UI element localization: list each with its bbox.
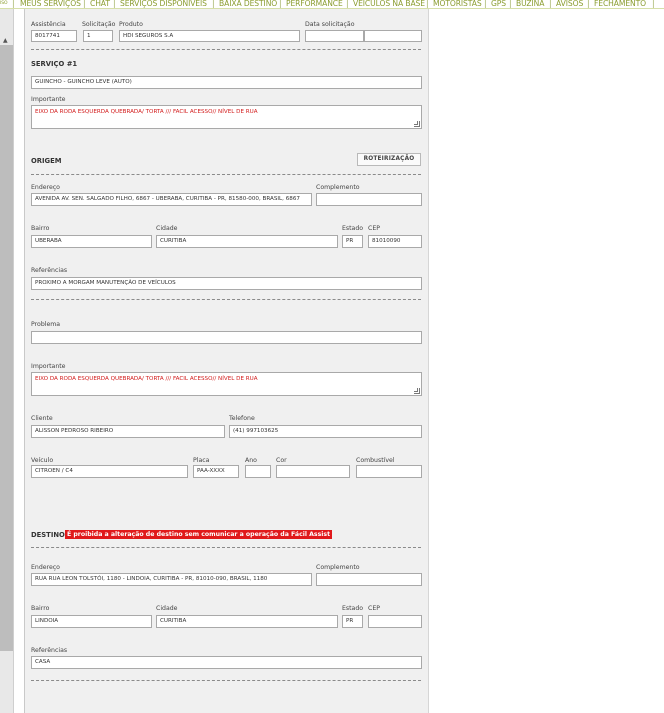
problema-field[interactable] bbox=[31, 331, 422, 344]
servico-tipo-field[interactable]: GUINCHO - GUINCHO LEVE (AUTO) bbox=[31, 76, 422, 89]
origem-title: ORIGEM bbox=[31, 157, 62, 165]
nav-separator: | bbox=[549, 0, 552, 8]
destino-warning-badge: É proibida a alteração de destino sem comunicar a operação da Fácil Assist bbox=[67, 531, 331, 538]
cliente-label: Cliente bbox=[31, 415, 53, 422]
nav-separator: | bbox=[279, 0, 282, 8]
nav-item-veiculos-na-base[interactable]: VEÍCULOS NA BASE bbox=[353, 0, 425, 8]
ano-label: Ano bbox=[245, 457, 257, 464]
section-divider bbox=[31, 299, 421, 300]
origem-cidade-label: Cidade bbox=[156, 225, 178, 232]
destino-endereco-field[interactable]: RUA RUA LEON TOLSTÓI, 1180 - LINDOIA, CURITIBA - PR, 81010-090, BRASIL, 1180 bbox=[31, 573, 312, 586]
nav-item-performance[interactable]: PERFORMANCE bbox=[286, 0, 343, 8]
nav-separator: | bbox=[484, 0, 487, 8]
ano-field[interactable] bbox=[245, 465, 271, 478]
top-nav bbox=[0, 0, 664, 9]
assistencia-field[interactable]: 8017741 bbox=[31, 30, 77, 42]
cliente-field[interactable]: ALISSON PEDROSO RIBEIRO bbox=[31, 425, 225, 438]
veiculo-label: Veículo bbox=[31, 457, 54, 464]
cor-field[interactable] bbox=[276, 465, 350, 478]
origem-bairro-field[interactable]: UBERABA bbox=[31, 235, 152, 248]
nav-separator: | bbox=[587, 0, 590, 8]
section-divider bbox=[31, 680, 421, 681]
origem-cep-field[interactable]: 81010090 bbox=[368, 235, 422, 248]
origem-referencias-field[interactable]: PROXIMO A MORGAM MANUTENÇÃO DE VEÍCULOS bbox=[31, 277, 422, 290]
scrollbar-thumb[interactable] bbox=[0, 45, 13, 651]
origem-endereco-field[interactable]: AVENIDA AV. SEN. SALGADO FILHO, 6867 - UBERABA, CURITIBA - PR, 81580-000, BRASIL, 6867 bbox=[31, 193, 312, 206]
nav-item-gps[interactable]: GPS bbox=[491, 0, 506, 8]
telefone-label: Telefone bbox=[229, 415, 255, 422]
destino-referencias-label: Referências bbox=[31, 647, 68, 654]
produto-label: Produto bbox=[119, 21, 143, 28]
origem-bairro-label: Bairro bbox=[31, 225, 50, 232]
nav-item-servicos-disponiveis[interactable]: SERVIÇOS DISPONÍVEIS bbox=[120, 0, 207, 8]
combustivel-field[interactable] bbox=[356, 465, 422, 478]
nav-separator: | bbox=[12, 0, 15, 8]
servico-importante-label: Importante bbox=[31, 96, 66, 103]
nav-separator: | bbox=[212, 0, 215, 8]
combustivel-label: Combustível bbox=[356, 457, 395, 464]
resize-grip-icon[interactable] bbox=[414, 121, 420, 127]
destino-cidade-field[interactable]: CURITIBA bbox=[156, 615, 338, 628]
origem-cep-label: CEP bbox=[368, 225, 380, 232]
nav-separator: | bbox=[113, 0, 116, 8]
placa-field[interactable]: PAA-XXXX bbox=[193, 465, 239, 478]
nav-corner-label: ISO bbox=[0, 1, 8, 6]
nav-separator: | bbox=[346, 0, 349, 8]
section-divider bbox=[31, 49, 421, 50]
origem-complemento-field[interactable] bbox=[316, 193, 422, 206]
scroll-up-arrow-icon[interactable]: ▲ bbox=[3, 37, 8, 44]
servico-importante-textarea[interactable] bbox=[31, 105, 422, 129]
nav-separator: | bbox=[83, 0, 86, 8]
assistencia-label: Assistência bbox=[31, 21, 66, 28]
nav-item-buzina[interactable]: BUZINA bbox=[516, 0, 545, 8]
left-scrollbar[interactable] bbox=[0, 9, 14, 713]
servico-importante-text: EIXO DA RODA ESQUERDA QUEBRADA/ TORTA /// FACIL ACESSO// NÍVEL DE RUA bbox=[35, 109, 258, 115]
origem-endereco-label: Endereço bbox=[31, 184, 60, 191]
destino-complemento-label: Complemento bbox=[316, 564, 360, 571]
destino-title: DESTINO bbox=[31, 531, 65, 539]
origem-referencias-label: Referências bbox=[31, 267, 68, 274]
data-solicitacao-label: Data solicitação bbox=[305, 21, 355, 28]
data-solicitacao-field[interactable] bbox=[305, 30, 364, 42]
resize-grip-icon[interactable] bbox=[414, 388, 420, 394]
origem-importante-text: EIXO DA RODA ESQUERDA QUEBRADA/ TORTA /// FACIL ACESSO// NÍVEL DE RUA bbox=[35, 376, 258, 382]
roteirizacao-button[interactable]: ROTEIRIZAÇÃO bbox=[357, 153, 421, 166]
solicitacao-field[interactable]: 1 bbox=[83, 30, 113, 42]
nav-item-avisos[interactable]: AVISOS bbox=[556, 0, 584, 8]
section-divider bbox=[31, 547, 421, 548]
destino-cep-label: CEP bbox=[368, 605, 380, 612]
servico-title: SERVIÇO #1 bbox=[31, 60, 78, 68]
problema-label: Problema bbox=[31, 321, 61, 328]
produto-field[interactable]: HDI SEGUROS S.A bbox=[119, 30, 300, 42]
veiculo-field[interactable]: CITROEN / C4 bbox=[31, 465, 188, 478]
destino-estado-field[interactable]: PR bbox=[342, 615, 363, 628]
destino-bairro-label: Bairro bbox=[31, 605, 50, 612]
nav-item-motoristas[interactable]: MOTORISTAS bbox=[433, 0, 482, 8]
origem-estado-field[interactable]: PR bbox=[342, 235, 363, 248]
destino-estado-label: Estado bbox=[342, 605, 364, 612]
origem-cidade-field[interactable]: CURITIBA bbox=[156, 235, 338, 248]
nav-item-baixa-destino[interactable]: BAIXA DESTINO bbox=[219, 0, 278, 8]
nav-separator: | bbox=[426, 0, 429, 8]
destino-cidade-label: Cidade bbox=[156, 605, 178, 612]
nav-separator: | bbox=[652, 0, 655, 8]
origem-importante-textarea[interactable] bbox=[31, 372, 422, 396]
origem-estado-label: Estado bbox=[342, 225, 364, 232]
destino-bairro-field[interactable]: LINDOIA bbox=[31, 615, 152, 628]
origem-importante-label: Importante bbox=[31, 363, 66, 370]
destino-endereco-label: Endereço bbox=[31, 564, 60, 571]
destino-referencias-field[interactable]: CASA bbox=[31, 656, 422, 669]
nav-item-meus-servicos[interactable]: MEUS SERVIÇOS bbox=[20, 0, 81, 8]
placa-label: Placa bbox=[193, 457, 210, 464]
nav-item-chat[interactable]: CHAT bbox=[90, 0, 110, 8]
origem-complemento-label: Complemento bbox=[316, 184, 360, 191]
section-divider bbox=[31, 174, 421, 175]
destino-complemento-field[interactable] bbox=[316, 573, 422, 586]
cor-label: Cor bbox=[276, 457, 287, 464]
hora-solicitacao-field[interactable] bbox=[364, 30, 422, 42]
nav-item-fechamento[interactable]: FECHAMENTO bbox=[594, 0, 647, 8]
telefone-field[interactable]: (41) 997103625 bbox=[229, 425, 422, 438]
solicitacao-label: Solicitação bbox=[82, 21, 116, 28]
destino-cep-field[interactable] bbox=[368, 615, 422, 628]
nav-separator: | bbox=[509, 0, 512, 8]
